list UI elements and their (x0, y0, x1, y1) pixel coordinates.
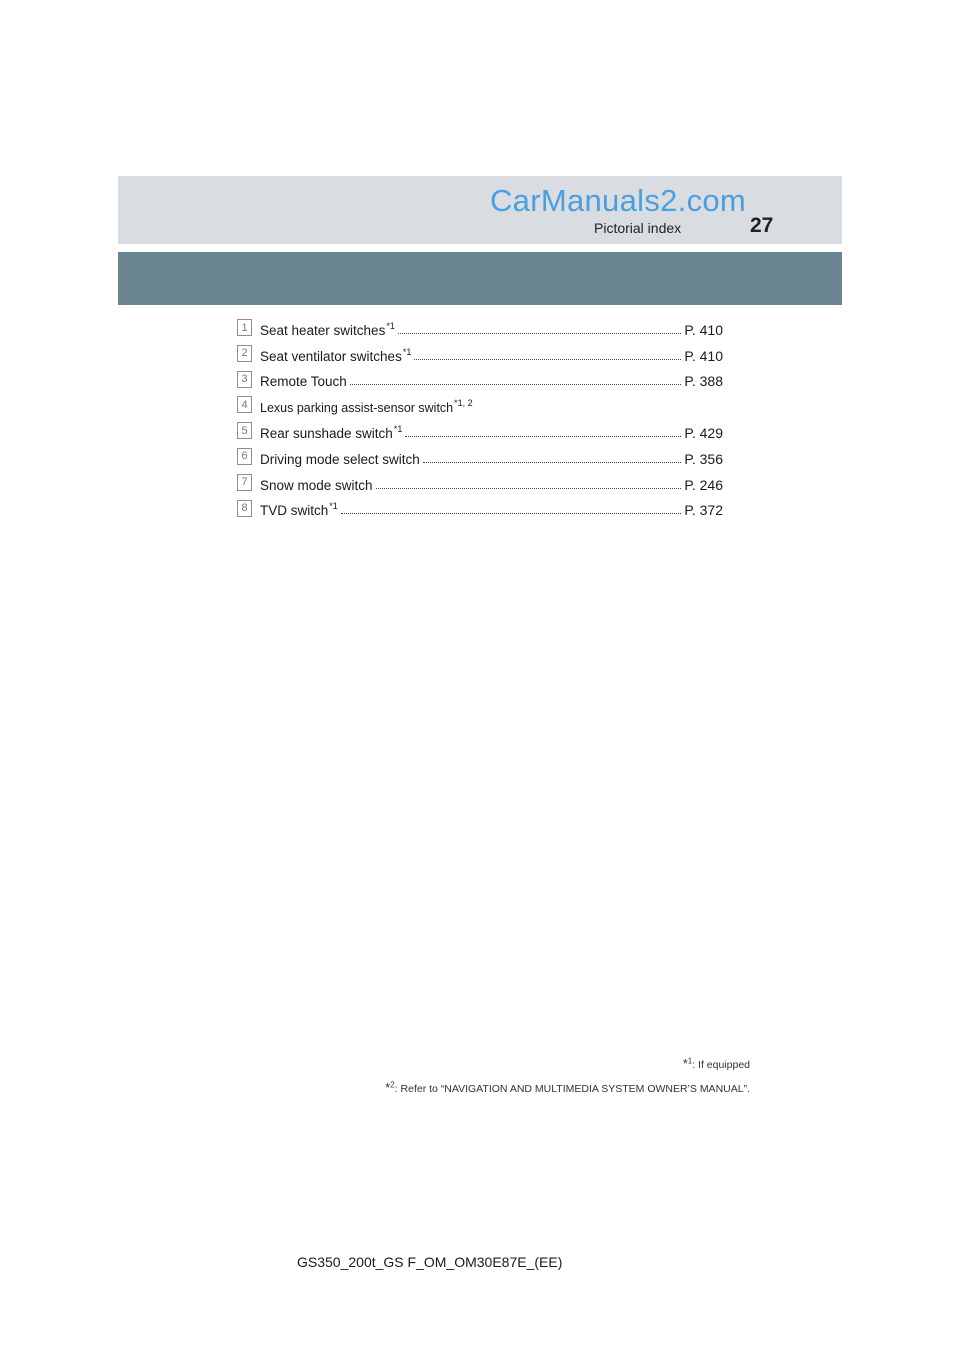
dot-leader (398, 332, 681, 334)
index-item[interactable] (237, 497, 723, 523)
dot-leader (376, 487, 682, 489)
item-label: Seat ventilator switches$^{*1}$ (260, 346, 412, 364)
item-label: Rear sunshade switch$^{*1}$ (260, 423, 403, 441)
dot-leader (414, 358, 681, 360)
index-item[interactable] (237, 419, 723, 445)
dot-leader (341, 512, 682, 514)
index-item[interactable] (237, 316, 723, 342)
item-number-badge: 6 (237, 448, 252, 465)
item-label: TVD switch$^{*1}$ (260, 501, 338, 519)
page-number: 27 (750, 214, 774, 237)
index-item[interactable] (237, 368, 723, 394)
item-label: Seat heater switches$^{*1}$ (260, 320, 395, 338)
index-item[interactable] (237, 445, 723, 471)
footnote-refer-manual: *$^2$: Refer to “NAVIGATION AND MULTIMEDIA SYSTEM OWNER’S MANUAL”. (385, 1080, 750, 1095)
index-list (237, 316, 723, 522)
page-reference[interactable]: P. 372 (684, 502, 723, 519)
item-label: Driving mode select switch (260, 451, 420, 467)
index-item[interactable] (237, 393, 723, 419)
section-title: Pictorial index (594, 220, 682, 236)
item-footnote-ref: *1 (393, 423, 403, 434)
item-number-badge: 3 (237, 371, 252, 388)
page-reference[interactable]: P. 246 (684, 476, 723, 493)
page-reference[interactable]: P. 388 (684, 373, 723, 390)
dot-leader (423, 461, 682, 463)
item-footnote-ref: *1 (386, 320, 395, 331)
section-banner (118, 252, 842, 305)
watermark-logo: CarManuals2.com (490, 183, 747, 218)
dot-leader (405, 435, 681, 437)
item-number-badge: 1 (237, 319, 252, 336)
index-item[interactable] (237, 471, 723, 497)
item-label: Remote Touch (260, 374, 347, 390)
item-number-badge: 2 (237, 345, 252, 362)
item-number-badge: 7 (237, 474, 252, 491)
item-label: Lexus parking assist-sensor switch$^{*1, 2}$ (260, 398, 473, 416)
item-number-badge: 5 (237, 422, 252, 439)
page-reference[interactable]: P. 410 (684, 347, 723, 364)
item-number-badge: 4 (237, 396, 252, 413)
item-footnote-ref: *1, 2 (454, 398, 473, 409)
dot-leader (350, 383, 682, 385)
footnote-if-equipped: *$^1$: If equipped (682, 1056, 750, 1071)
item-footnote-ref: *1 (402, 346, 412, 357)
item-label: Snow mode switch (260, 477, 373, 493)
page-reference[interactable]: P. 356 (684, 450, 723, 467)
item-footnote-ref: *1 (329, 501, 338, 512)
index-item[interactable] (237, 342, 723, 368)
page-reference[interactable]: P. 429 (684, 424, 723, 441)
item-number-badge: 8 (237, 500, 252, 517)
document-code: GS350_200t_GS F_OM_OM30E87E_(EE) (297, 1254, 563, 1270)
page-reference[interactable]: P. 410 (684, 321, 723, 338)
